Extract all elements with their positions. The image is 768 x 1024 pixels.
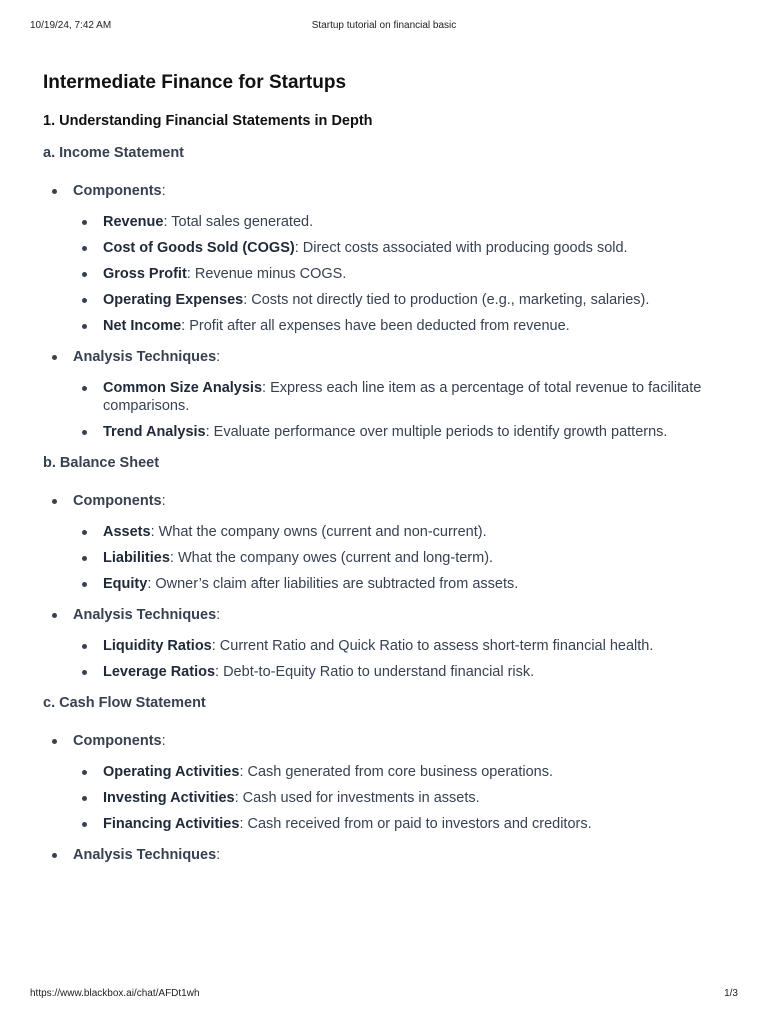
bullet-icon	[82, 220, 87, 225]
page-number: 1/3	[724, 988, 738, 999]
item-description: : Total sales generated.	[163, 214, 314, 230]
section-heading: 1. Understanding Financial Statements in Depth	[43, 113, 373, 129]
list-item	[73, 637, 733, 655]
item-term: Common Size Analysis	[103, 380, 263, 396]
item-term: Liquidity Ratios	[103, 638, 212, 654]
page-title: Intermediate Finance for Startups	[43, 72, 347, 93]
list-item	[73, 549, 733, 567]
item-list	[73, 213, 733, 335]
item-term: Operating Expenses	[103, 292, 244, 308]
group-label-line: Analysis Techniques:	[73, 607, 221, 623]
bullet-icon	[82, 272, 87, 277]
item-description: : Evaluate performance over multiple periods to identify growth patterns.	[205, 424, 668, 440]
group-item	[43, 181, 733, 335]
subsection	[43, 453, 733, 681]
item-description: : Debt-to-Equity Ratio to understand financial risk.	[215, 664, 535, 680]
group-item	[43, 845, 733, 865]
item-term: Trend Analysis	[103, 424, 206, 440]
bullet-icon	[82, 644, 87, 649]
group-label: Components	[73, 493, 162, 509]
bullet-icon	[52, 739, 57, 744]
group-list	[43, 491, 733, 681]
list-item	[73, 265, 733, 283]
list-item	[73, 663, 733, 681]
group-label-line: Components:	[73, 733, 166, 749]
item-description: : Cash generated from core business operations.	[239, 764, 553, 780]
item-description: : Revenue minus COGS.	[186, 266, 347, 282]
item-description: : Owner’s claim after liabilities are subtracted from assets.	[147, 576, 519, 592]
bullet-icon	[52, 499, 57, 504]
item-description: : What the company owes (current and long-term).	[169, 550, 494, 566]
item-description: : Current Ratio and Quick Ratio to assess short-term financial health.	[211, 638, 654, 654]
item-term: Gross Profit	[103, 266, 187, 282]
subsection	[43, 693, 733, 865]
item-list	[73, 523, 733, 593]
list-item	[73, 575, 733, 593]
item-term: Assets	[103, 524, 151, 540]
bullet-icon	[82, 822, 87, 827]
bullet-icon	[82, 582, 87, 587]
group-list	[43, 731, 733, 865]
item-term: Financing Activities	[103, 816, 240, 832]
group-label: Components	[73, 183, 162, 199]
bullet-icon	[82, 386, 87, 391]
bullet-icon	[82, 770, 87, 775]
group-list	[43, 181, 733, 441]
item-description: : Express each line item as a percentage of total revenue to facilitate comparisons.	[103, 380, 702, 414]
group-label: Analysis Techniques	[73, 349, 217, 365]
subsection	[43, 143, 733, 441]
group-label: Components	[73, 733, 162, 749]
bullet-icon	[82, 298, 87, 303]
list-item	[73, 815, 733, 833]
list-item	[73, 291, 733, 309]
list-item	[73, 317, 733, 335]
item-term: Revenue	[103, 214, 164, 230]
group-item	[43, 491, 733, 593]
item-term: Liabilities	[103, 550, 170, 566]
subsection-heading: a. Income Statement	[43, 145, 185, 161]
print-footer	[30, 988, 738, 1002]
bullet-icon	[82, 324, 87, 329]
group-label-line: Components:	[73, 183, 166, 199]
item-term: Equity	[103, 576, 148, 592]
bullet-icon	[82, 246, 87, 251]
print-datetime: 10/19/24, 7:42 AM	[30, 20, 112, 31]
item-description: : Costs not directly tied to production (e.g., marketing, salaries).	[243, 292, 650, 308]
group-item	[43, 731, 733, 833]
item-term: Cost of Goods Sold (COGS)	[103, 240, 295, 256]
bullet-icon	[82, 530, 87, 535]
bullet-icon	[82, 796, 87, 801]
item-description: : Direct costs associated with producing goods sold.	[294, 240, 628, 256]
subsections-container	[43, 143, 733, 865]
bullet-icon	[52, 355, 57, 360]
subsection-heading: b. Balance Sheet	[43, 455, 160, 471]
group-label-line: Components:	[73, 493, 166, 509]
item-term: Operating Activities	[103, 764, 240, 780]
group-label: Analysis Techniques	[73, 847, 217, 863]
list-item	[73, 239, 733, 257]
item-description: : Cash used for investments in assets.	[234, 790, 480, 806]
bullet-icon	[52, 189, 57, 194]
print-document-title: Startup tutorial on financial basic	[311, 20, 457, 31]
item-description: : What the company owns (current and non-current).	[150, 524, 487, 540]
item-term: Investing Activities	[103, 790, 235, 806]
subsection-heading: c. Cash Flow Statement	[43, 695, 206, 711]
bullet-icon	[82, 670, 87, 675]
group-item	[43, 347, 733, 441]
group-label-line: Analysis Techniques:	[73, 847, 221, 863]
item-list	[73, 637, 733, 681]
item-term: Leverage Ratios	[103, 664, 216, 680]
item-list	[73, 379, 733, 441]
print-header	[30, 20, 738, 34]
list-item	[73, 423, 733, 441]
item-term: Net Income	[103, 318, 182, 334]
print-url: https://www.blackbox.ai/chat/AFDt1wh	[30, 988, 200, 999]
bullet-icon	[82, 430, 87, 435]
list-item	[73, 789, 733, 807]
item-description: : Profit after all expenses have been deducted from revenue.	[181, 318, 570, 334]
bullet-icon	[52, 853, 57, 858]
group-label: Analysis Techniques	[73, 607, 217, 623]
bullet-icon	[52, 613, 57, 618]
list-item	[73, 379, 733, 415]
document-content	[43, 70, 733, 877]
bullet-icon	[82, 556, 87, 561]
item-list	[73, 763, 733, 833]
list-item	[73, 763, 733, 781]
item-description: : Cash received from or paid to investors and creditors.	[239, 816, 592, 832]
group-label-line: Analysis Techniques:	[73, 349, 221, 365]
list-item	[73, 523, 733, 541]
group-item	[43, 605, 733, 681]
list-item	[73, 213, 733, 231]
